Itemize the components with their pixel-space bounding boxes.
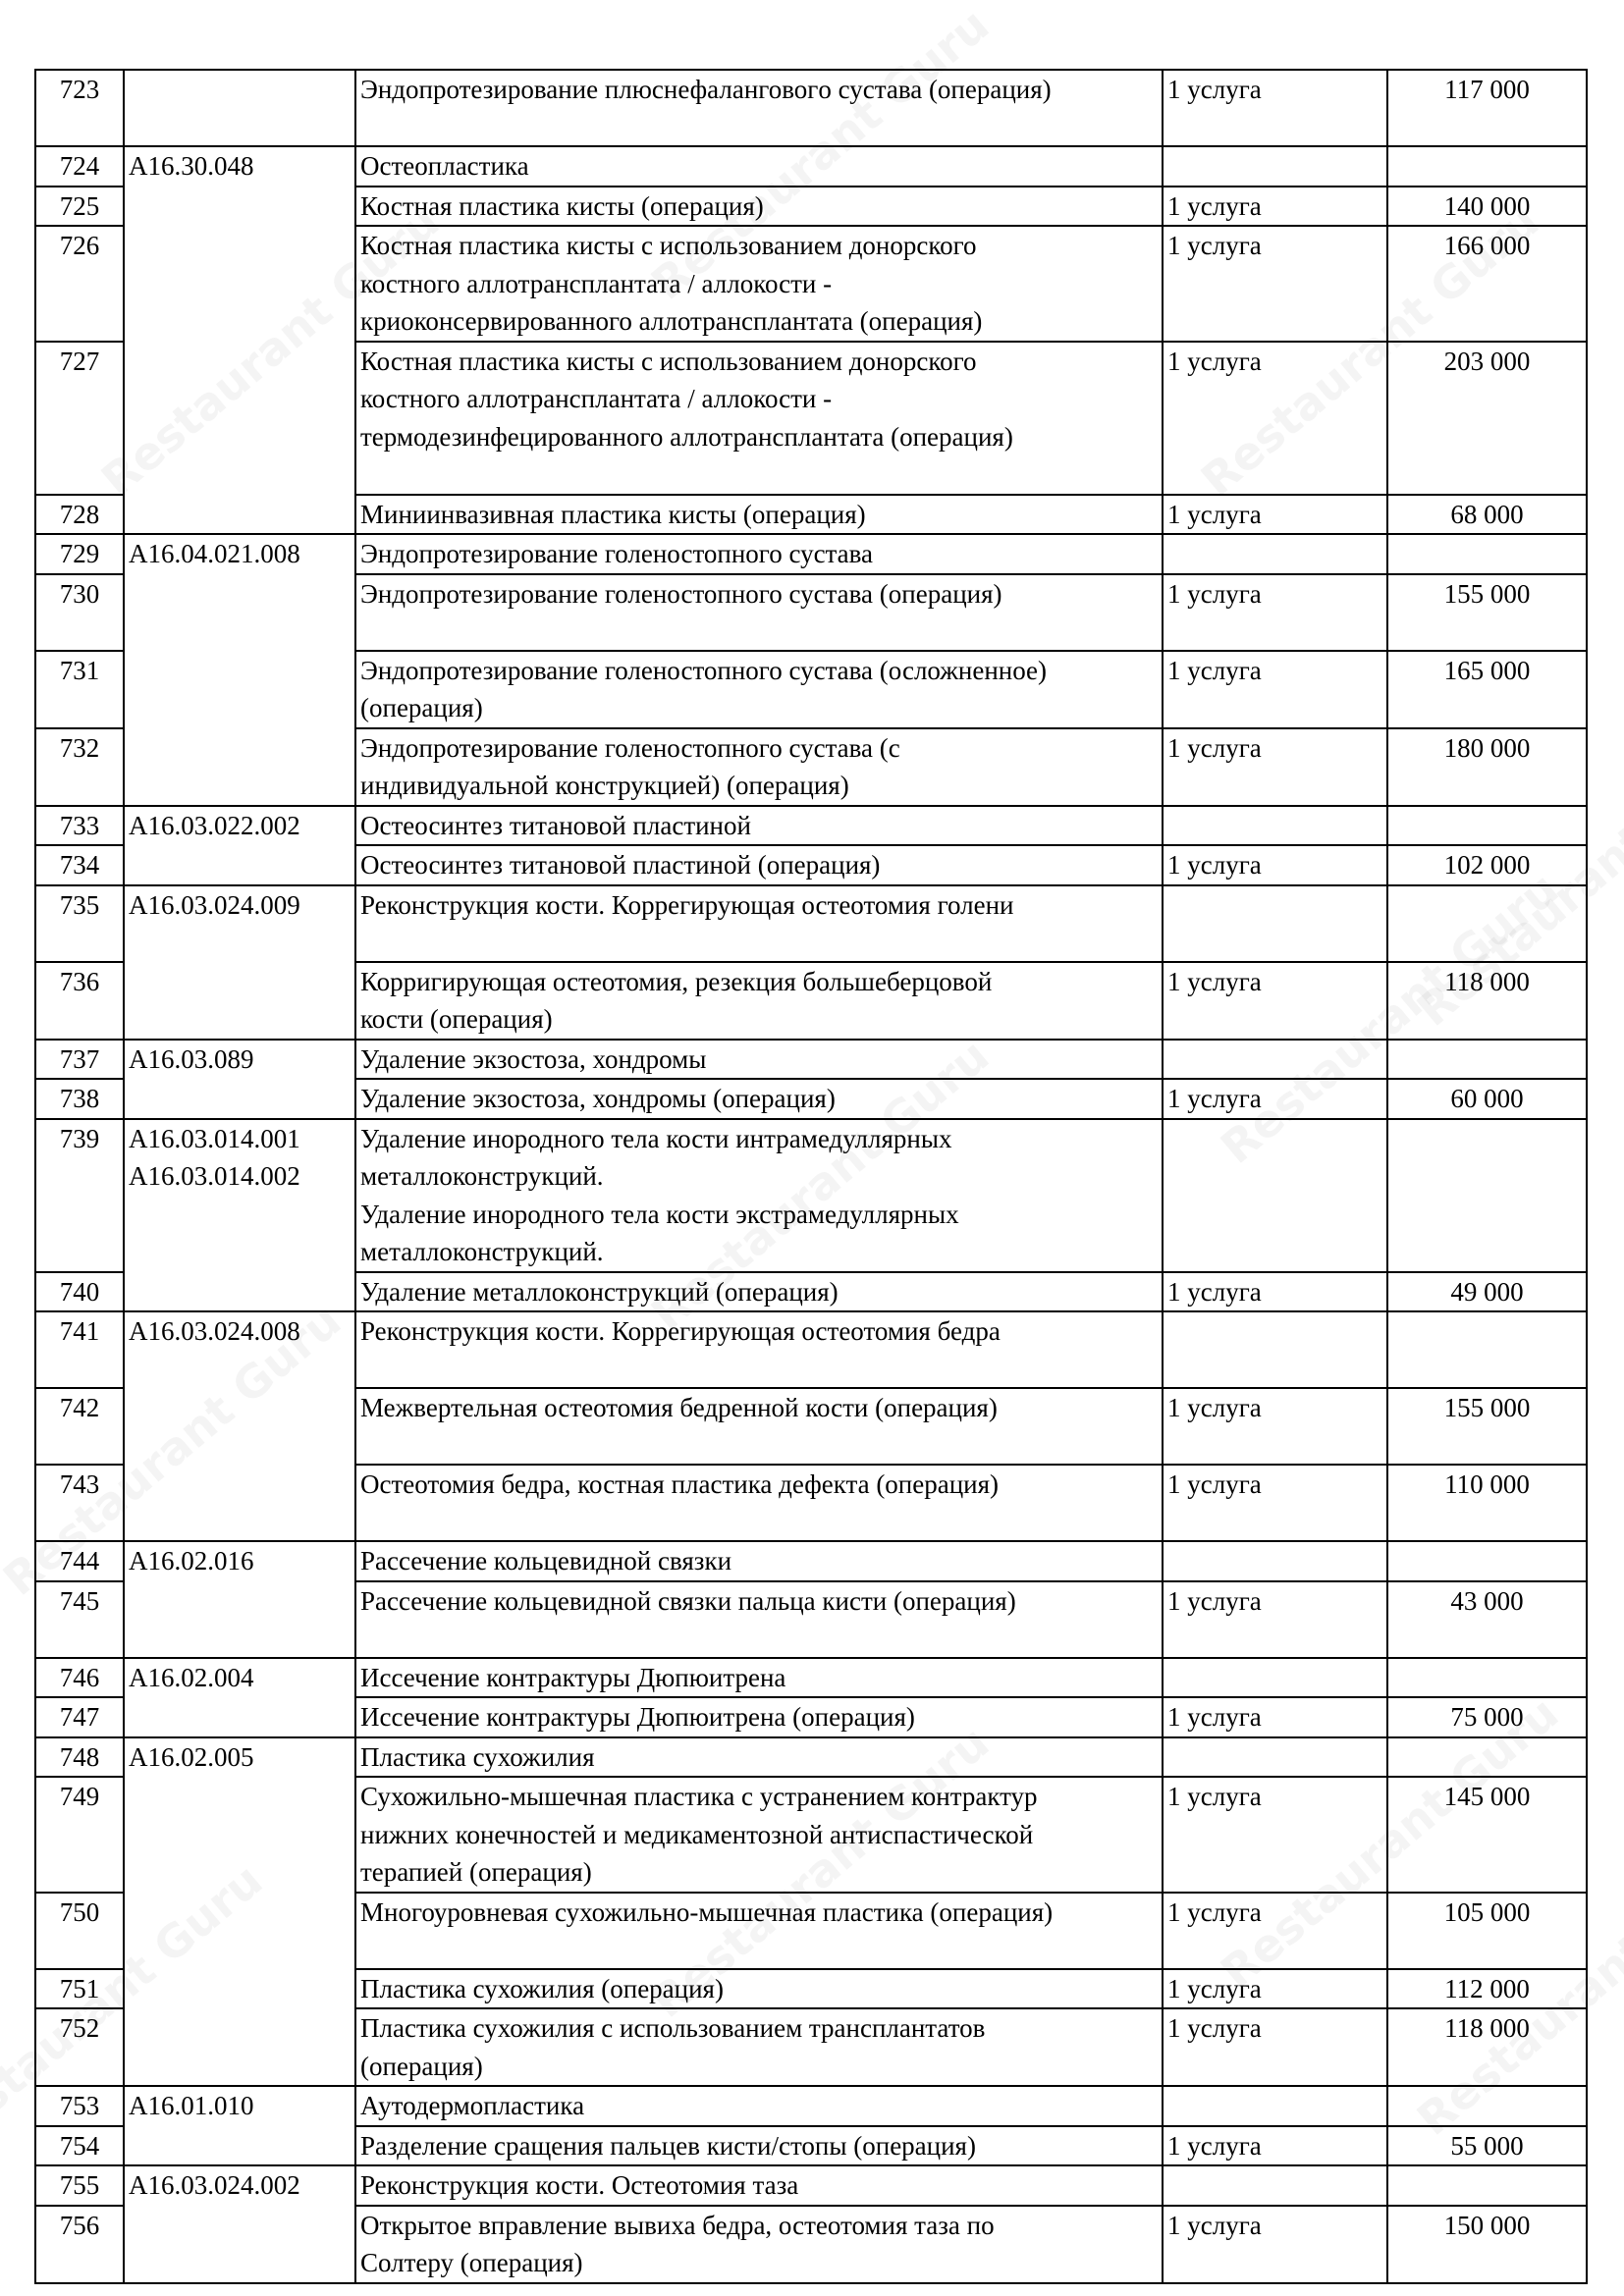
row-number: 726	[35, 226, 124, 342]
service-unit: 1 услуга	[1163, 1079, 1387, 1119]
service-name	[355, 2008, 1163, 2086]
service-unit	[1163, 1040, 1387, 1080]
service-code-line: A16.01.010	[129, 2091, 254, 2120]
service-name	[355, 1777, 1163, 1893]
service-code-line: A16.02.005	[129, 1741, 254, 1772]
service-price: 203 000	[1387, 342, 1587, 495]
service-name	[355, 885, 1163, 962]
service-name-line: Реконструкция кости. Коррегирующая остеотомия бедра	[360, 1316, 1001, 1346]
service-name	[355, 1541, 1163, 1581]
row-number: 741	[35, 1311, 124, 1388]
service-name	[355, 2086, 1163, 2126]
service-price: 117 000	[1387, 70, 1587, 146]
service-code	[124, 2165, 355, 2283]
service-name-line: Остеотомия бедра, костная пластика дефекта (операция)	[360, 1469, 1000, 1499]
row-number: 733	[35, 806, 124, 846]
service-name-line: термодезинфецированного аллотрансплантата (операция)	[360, 421, 1013, 452]
service-name-line: Реконструкция кости. Остеотомия таза	[360, 2170, 799, 2200]
service-name	[355, 1737, 1163, 1778]
service-code	[124, 2086, 355, 2165]
service-name-line: Многоуровневая сухожильно-мышечная пластика (операция)	[360, 1896, 1054, 1927]
row-number: 730	[35, 574, 124, 651]
service-unit: 1 услуга	[1163, 1465, 1387, 1541]
service-price	[1387, 806, 1587, 846]
row-number: 735	[35, 885, 124, 962]
service-price	[1387, 1040, 1587, 1080]
service-name-line: Удаление инородного тела кости интрамедуллярных	[360, 1123, 952, 1153]
row-number: 751	[35, 1969, 124, 2009]
table-row	[35, 885, 1587, 962]
service-price	[1387, 2086, 1587, 2126]
service-name-line: Пластика сухожилия (операция)	[360, 1973, 724, 2003]
service-unit: 1 услуга	[1163, 1388, 1387, 1465]
row-number: 731	[35, 651, 124, 728]
service-name-line: Эндопротезирование голеностопного сустава (осложненное)	[360, 655, 1048, 685]
row-number: 753	[35, 2086, 124, 2126]
row-number: 725	[35, 187, 124, 227]
service-code-line: A16.03.024.008	[129, 1316, 300, 1346]
service-name-line: Удаление экзостоза, хондромы (операция)	[360, 1084, 836, 1113]
service-code-line: A16.03.024.002	[129, 2170, 300, 2200]
row-number: 727	[35, 342, 124, 495]
service-unit: 1 услуга	[1163, 728, 1387, 806]
service-price: 118 000	[1387, 962, 1587, 1040]
service-unit	[1163, 1737, 1387, 1778]
service-unit: 1 услуга	[1163, 2206, 1387, 2283]
service-name	[355, 845, 1163, 885]
service-name-line: кости (операция)	[360, 1004, 553, 1034]
table-row	[35, 1737, 1587, 1778]
service-unit	[1163, 146, 1387, 187]
service-name	[355, 1581, 1163, 1658]
table-row	[35, 70, 1587, 146]
service-code-line: A16.03.014.002	[129, 1161, 300, 1191]
service-name	[355, 146, 1163, 187]
service-price	[1387, 1737, 1587, 1778]
service-name-line: Эндопротезирование голеностопного сустава (операция)	[360, 578, 1002, 609]
service-price: 166 000	[1387, 226, 1587, 342]
service-code-line: A16.02.004	[129, 1662, 254, 1692]
table-row	[35, 534, 1587, 574]
service-name	[355, 1697, 1163, 1737]
service-name	[355, 728, 1163, 806]
service-unit: 1 услуга	[1163, 226, 1387, 342]
service-code-line: A16.03.014.001	[129, 1123, 300, 1153]
service-code	[124, 806, 355, 885]
service-unit: 1 услуга	[1163, 2008, 1387, 2086]
service-unit: 1 услуга	[1163, 574, 1387, 651]
row-number: 740	[35, 1272, 124, 1312]
service-price	[1387, 885, 1587, 962]
service-name	[355, 342, 1163, 495]
service-code-line: A16.03.024.009	[129, 889, 300, 920]
service-name-line: Удаление инородного тела кости экстрамедуллярных	[360, 1199, 959, 1229]
row-number: 742	[35, 1388, 124, 1465]
service-name	[355, 806, 1163, 846]
service-name-line: Сухожильно-мышечная пластика с устранением контрактур	[360, 1782, 1038, 1811]
service-name-line: Остеосинтез титановой пластиной (операция)	[360, 850, 881, 880]
service-name-line: (операция)	[360, 693, 483, 722]
row-number: 723	[35, 70, 124, 146]
service-name	[355, 70, 1163, 146]
row-number: 738	[35, 1079, 124, 1119]
table-row	[35, 2165, 1587, 2206]
row-number: 745	[35, 1581, 124, 1658]
service-code-line: A16.30.048	[129, 151, 254, 181]
row-number: 744	[35, 1541, 124, 1581]
row-number: 746	[35, 1658, 124, 1698]
service-code	[124, 1737, 355, 2087]
service-unit: 1 услуга	[1163, 2126, 1387, 2166]
service-price	[1387, 534, 1587, 574]
row-number: 736	[35, 962, 124, 1040]
service-code-line: A16.03.089	[129, 1043, 254, 1074]
row-number: 737	[35, 1040, 124, 1080]
service-code	[124, 146, 355, 534]
service-name-line: Иссечение контрактуры Дюпюитрена (операция)	[360, 1702, 915, 1732]
service-name	[355, 1272, 1163, 1312]
service-unit: 1 услуга	[1163, 1969, 1387, 2009]
service-unit	[1163, 806, 1387, 846]
service-name-line: Костная пластика кисты (операция)	[360, 190, 764, 221]
service-name	[355, 1969, 1163, 2009]
service-name-line: Открытое вправление вывиха бедра, остеотомия таза по	[360, 2210, 995, 2240]
service-price: 60 000	[1387, 1079, 1587, 1119]
service-unit	[1163, 885, 1387, 962]
service-name-line: металлоконструкций.	[360, 1237, 604, 1266]
service-code	[124, 70, 355, 146]
service-name-line: костного аллотрансплантата / аллокости -	[360, 268, 833, 298]
price-table-body	[35, 70, 1587, 2283]
service-code	[124, 1119, 355, 1312]
service-name-line: Корригирующая остеотомия, резекция большеберцовой	[360, 966, 993, 996]
row-number: 752	[35, 2008, 124, 2086]
row-number: 756	[35, 2206, 124, 2283]
service-price: 49 000	[1387, 1272, 1587, 1312]
service-code-line: A16.03.022.002	[129, 810, 300, 840]
row-number: 732	[35, 728, 124, 806]
service-name-line: Аутодермопластика	[360, 2091, 585, 2120]
service-name	[355, 1119, 1163, 1272]
service-name-line: Костная пластика кисты с использованием донорского	[360, 346, 977, 376]
service-name-line: Разделение сращения пальцев кисти/стопы (операция)	[360, 2130, 976, 2161]
row-number: 750	[35, 1893, 124, 1969]
service-price: 150 000	[1387, 2206, 1587, 2283]
service-name-line: индивидуальной конструкцией) (операция)	[360, 771, 849, 800]
service-unit	[1163, 1119, 1387, 1272]
table-row	[35, 1541, 1587, 1581]
service-name	[355, 495, 1163, 535]
service-unit: 1 услуга	[1163, 342, 1387, 495]
service-name-line: криоконсервированного аллотрансплантата (операция)	[360, 306, 983, 336]
service-name-line: Остеосинтез титановой пластиной	[360, 810, 751, 840]
service-code	[124, 1541, 355, 1658]
service-name-line: Рассечение кольцевидной связки	[360, 1546, 732, 1575]
price-table	[34, 69, 1588, 2284]
service-price	[1387, 1541, 1587, 1581]
service-price: 118 000	[1387, 2008, 1587, 2086]
service-price	[1387, 2165, 1587, 2206]
service-name	[355, 1893, 1163, 1969]
row-number: 734	[35, 845, 124, 885]
service-name-line: Реконструкция кости. Коррегирующая остеотомия голени	[360, 889, 1014, 920]
row-number: 754	[35, 2126, 124, 2166]
service-name-line: Эндопротезирование голеностопного сустава	[360, 539, 874, 568]
service-name	[355, 534, 1163, 574]
service-price: 43 000	[1387, 1581, 1587, 1658]
service-name-line: Солтеру (операция)	[360, 2248, 583, 2277]
service-price: 55 000	[1387, 2126, 1587, 2166]
service-price: 155 000	[1387, 1388, 1587, 1465]
service-price: 140 000	[1387, 187, 1587, 227]
service-unit: 1 услуга	[1163, 1581, 1387, 1658]
service-unit: 1 услуга	[1163, 187, 1387, 227]
service-name	[355, 962, 1163, 1040]
row-number: 755	[35, 2165, 124, 2206]
service-unit	[1163, 1658, 1387, 1698]
service-unit	[1163, 1541, 1387, 1581]
service-name-line: костного аллотрансплантата / аллокости -	[360, 384, 833, 413]
service-code	[124, 534, 355, 806]
service-name	[355, 1658, 1163, 1698]
service-name-line: Эндопротезирование плюснефаланговогo сустава (операция)	[360, 75, 1052, 104]
row-number: 728	[35, 495, 124, 535]
service-unit: 1 услуга	[1163, 1272, 1387, 1312]
service-price	[1387, 1658, 1587, 1698]
table-row	[35, 1658, 1587, 1698]
service-name-line: Удаление металлоконструкций (операция)	[360, 1276, 839, 1307]
service-code	[124, 1658, 355, 1737]
service-name-line: Миниинвазивная пластика кисты (операция)	[360, 499, 866, 529]
row-number: 729	[35, 534, 124, 574]
service-name-line: Рассечение кольцевидной связки пальца кисти (операция)	[360, 1585, 1016, 1616]
service-unit	[1163, 534, 1387, 574]
service-name-line: Пластика сухожилия	[360, 1741, 595, 1772]
service-code	[124, 885, 355, 1040]
service-name-line: Эндопротезирование голеностопного сустава (с	[360, 732, 900, 763]
row-number: 739	[35, 1119, 124, 1272]
service-price	[1387, 146, 1587, 187]
service-price: 75 000	[1387, 1697, 1587, 1737]
service-price: 102 000	[1387, 845, 1587, 885]
service-price: 145 000	[1387, 1777, 1587, 1893]
service-unit: 1 услуга	[1163, 651, 1387, 728]
service-unit: 1 услуга	[1163, 962, 1387, 1040]
service-unit	[1163, 1311, 1387, 1388]
row-number: 748	[35, 1737, 124, 1778]
service-name	[355, 651, 1163, 728]
service-name	[355, 2126, 1163, 2166]
row-number: 749	[35, 1777, 124, 1893]
service-unit: 1 услуга	[1163, 1697, 1387, 1737]
service-name	[355, 574, 1163, 651]
table-row	[35, 806, 1587, 846]
service-unit	[1163, 2086, 1387, 2126]
row-number: 724	[35, 146, 124, 187]
service-name-line: нижних конечностей и медикаментозной антиспастической	[360, 1819, 1034, 1849]
service-name-line: (операция)	[360, 2051, 483, 2081]
service-name	[355, 187, 1163, 227]
service-code	[124, 1040, 355, 1119]
service-name-line: терапией (операция)	[360, 1857, 592, 1887]
service-name	[355, 226, 1163, 342]
service-name-line: Костная пластика кисты с использованием донорского	[360, 231, 977, 260]
service-unit	[1163, 2165, 1387, 2206]
service-price: 155 000	[1387, 574, 1587, 651]
row-number: 747	[35, 1697, 124, 1737]
service-price: 165 000	[1387, 651, 1587, 728]
service-name	[355, 1311, 1163, 1388]
service-name-line: Удаление экзостоза, хондромы	[360, 1043, 707, 1074]
service-name-line: Иссечение контрактуры Дюпюитрена	[360, 1662, 786, 1692]
table-row	[35, 146, 1587, 187]
service-price: 180 000	[1387, 728, 1587, 806]
service-name	[355, 1388, 1163, 1465]
service-name	[355, 1465, 1163, 1541]
service-name	[355, 2165, 1163, 2206]
table-row	[35, 1311, 1587, 1388]
service-code-line: A16.02.016	[129, 1546, 254, 1575]
service-price: 105 000	[1387, 1893, 1587, 1969]
service-code	[124, 1311, 355, 1541]
service-name-line: металлоконструкций.	[360, 1161, 604, 1191]
service-name	[355, 1079, 1163, 1119]
service-name-line: Межвертельная остеотомия бедренной кости (операция)	[360, 1393, 998, 1422]
table-row	[35, 1119, 1587, 1272]
service-price: 68 000	[1387, 495, 1587, 535]
service-price: 110 000	[1387, 1465, 1587, 1541]
service-name	[355, 2206, 1163, 2283]
service-price	[1387, 1119, 1587, 1272]
service-price	[1387, 1311, 1587, 1388]
service-name-line: Пластика сухожилия с использованием трансплантатов	[360, 2013, 986, 2043]
service-unit: 1 услуга	[1163, 495, 1387, 535]
service-unit: 1 услуга	[1163, 1777, 1387, 1893]
service-price: 112 000	[1387, 1969, 1587, 2009]
table-row	[35, 1040, 1587, 1080]
service-name-line: Остеопластика	[360, 151, 529, 181]
service-code-line: A16.04.021.008	[129, 539, 300, 568]
service-name	[355, 1040, 1163, 1080]
service-unit: 1 услуга	[1163, 1893, 1387, 1969]
table-row	[35, 2086, 1587, 2126]
row-number: 743	[35, 1465, 124, 1541]
service-unit: 1 услуга	[1163, 70, 1387, 146]
service-unit: 1 услуга	[1163, 845, 1387, 885]
